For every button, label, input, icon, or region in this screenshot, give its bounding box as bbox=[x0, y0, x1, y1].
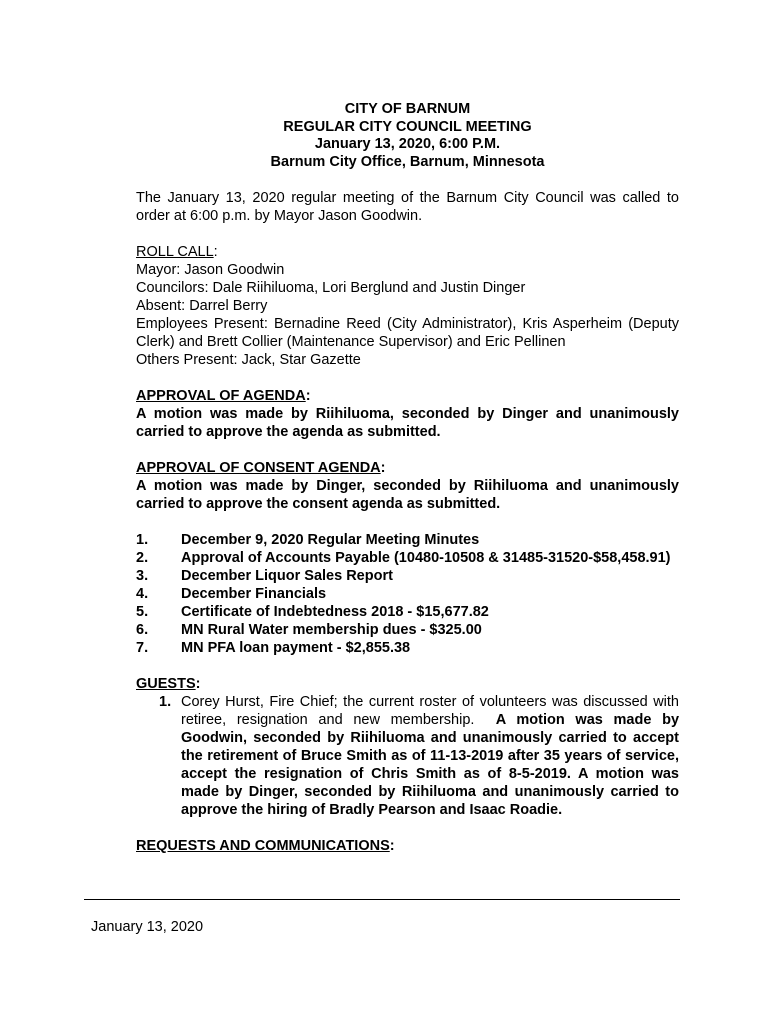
list-item: 1. December 9, 2020 Regular Meeting Minutes bbox=[136, 532, 480, 548]
intro-paragraph: The January 13, 2020 regular meeting of the Barnum City Council was called to order at 6:00 p.m. by Mayor Jason Goodwin. bbox=[136, 190, 679, 224]
roll-call-heading: ROLL CALL bbox=[136, 244, 214, 260]
footer-divider bbox=[84, 899, 680, 900]
city-name: CITY OF BARNUM bbox=[344, 101, 471, 117]
guests-heading: GUESTS bbox=[136, 676, 196, 692]
roll-call-mayor: Mayor: Jason Goodwin bbox=[136, 262, 285, 278]
approval-agenda-section: APPROVAL OF AGENDA: A motion was made by Riihiluoma, seconded by Dinger and unanimously carried to approve the agenda as submitted. bbox=[136, 388, 679, 440]
guests-section: GUESTS: 1. Corey Hurst, Fire Chief; the current roster of volunteers was discussed with retiree, resignation and new membership. A motion was made by Goodwin, seconded by Riihiluoma and unanimously carried to accept the retirement of Bruce Smith as of 11-13-2019 after 35 years of service, accept the resignation of Chris Smith as of 8-5-2019. A motion was made by Dinger, seconded by Riihiluoma and unanimously carried to approve the hiring of Bradly Pearson and Isaac Roadie. bbox=[136, 676, 680, 818]
guests-list bbox=[136, 693, 679, 819]
approval-agenda-heading: APPROVAL OF AGENDA bbox=[136, 388, 306, 404]
list-item: 1. Corey Hurst, Fire Chief; the current roster of volunteers was discussed with retiree, resignation and new membership. A motion was made by Goodwin, seconded by Riihiluoma and unanimously carried to accept the retirement of Bruce Smith as of 11-13-2019 after 35 years of service, accept the resignation of Chris Smith as of 8-5-2019. A motion was made by Dinger, seconded by Riihiluoma and unanimously carried to approve the hiring of Bradly Pearson and Isaac Roadie. bbox=[159, 694, 680, 818]
meeting-location: Barnum City Office, Barnum, Minnesota bbox=[270, 153, 545, 170]
list-item: 7. MN PFA loan payment - $2,855.38 bbox=[136, 640, 411, 656]
footer-date: January 13, 2020 bbox=[91, 919, 204, 935]
roll-call-employees: Employees Present: Bernadine Reed (City Administrator), Kris Asperheim (Deputy Clerk) and Brett Collier (Maintenance Supervisor) and Eric Pellinen bbox=[136, 316, 679, 350]
approval-agenda-motion: A motion was made by Riihiluoma, seconded by Dinger and unanimously carried to approve the agenda as submitted. bbox=[136, 406, 679, 440]
roll-call-councilors: Councilors: Dale Riihiluoma, Lori Berglund and Justin Dinger bbox=[136, 280, 526, 296]
document-header bbox=[136, 101, 679, 171]
requests-heading: REQUESTS AND COMMUNICATIONS bbox=[136, 838, 390, 854]
consent-agenda-heading: APPROVAL OF CONSENT AGENDA bbox=[136, 460, 381, 476]
list-item: 3. December Liquor Sales Report bbox=[136, 568, 393, 584]
list-item: 4. December Financials bbox=[136, 586, 327, 602]
meeting-datetime: January 13, 2020, 6:00 P.M. bbox=[314, 136, 501, 152]
roll-call-others: Others Present: Jack, Star Gazette bbox=[136, 352, 361, 368]
roll-call-section: ROLL CALL: Mayor: Jason Goodwin Councilors: Dale Riihiluoma, Lori Berglund and Justin Dinger Absent: Darrel Berry Employees Present: Bernadine Reed (City Administrator), Kris Asperheim (Deputy Clerk) and Brett Collier (Maintenance Supervisor) and Eric Pellinen Others Present: Jack, Star Gazette bbox=[136, 244, 679, 368]
requests-section: REQUESTS AND COMMUNICATIONS: bbox=[136, 838, 395, 854]
list-item: 6. MN Rural Water membership dues - $325.00 bbox=[136, 622, 482, 638]
consent-agenda-list bbox=[136, 531, 679, 657]
guest-motion: A motion was made by Goodwin, seconded by Riihiluoma and unanimously carried to accept the retirement of Bruce Smith as of 11-13-2019 after 35 years of service, accept the resignation of Chris Smith as of 8-5-2019. A motion was made by Dinger, seconded by Riihiluoma and unanimously carried to approve the hiring of Bradly Pearson and Isaac Roadie. bbox=[181, 712, 680, 818]
consent-agenda-motion: A motion was made by Dinger, seconded by Riihiluoma and unanimously carried to approve the consent agenda as submitted. bbox=[136, 478, 679, 512]
guest-intro: Corey Hurst, Fire Chief; the current roster of volunteers was discussed with retiree, resignation and new membership. bbox=[181, 694, 679, 728]
consent-agenda-section: APPROVAL OF CONSENT AGENDA: A motion was made by Dinger, seconded by Riihiluoma and unanimously carried to approve the consent agenda as submitted. 1. December 9, 2020 Regular Meeting Minutes 2. Approval of Accounts Payable (10480-10508 & 31485-31520-$58,458.91) 3. December Liquor Sales Report 4. December Financials 5. Certificate of Indebtedness 2018 - $15,677.82 6. MN Rural Water membership dues - $325.00 7. MN PFA loan payment - $2,855.38 bbox=[136, 460, 679, 656]
list-item: 5. Certificate of Indebtedness 2018 - $15,677.82 bbox=[136, 604, 489, 620]
roll-call-absent: Absent: Darrel Berry bbox=[136, 298, 268, 314]
list-item: 2. Approval of Accounts Payable (10480-10508 & 31485-31520-$58,458.91) bbox=[136, 550, 671, 566]
minutes-page bbox=[136, 101, 679, 855]
meeting-title: REGULAR CITY COUNCIL MEETING bbox=[283, 118, 532, 135]
